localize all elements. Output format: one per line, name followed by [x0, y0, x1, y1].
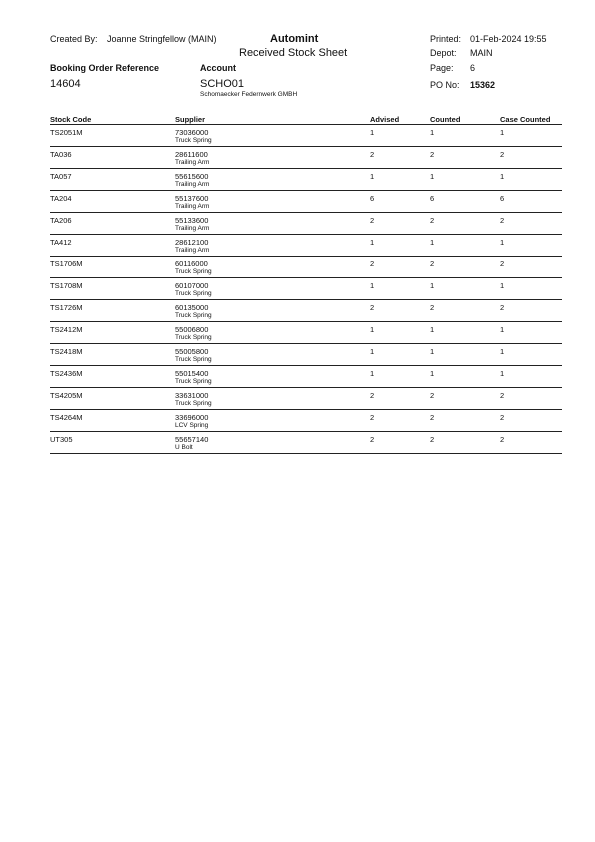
table-row: [50, 410, 562, 432]
advised-cell: 2: [370, 412, 375, 422]
account-label: Account: [200, 63, 236, 73]
stock-code-cell: TS1706M: [50, 259, 83, 269]
supplier-code-cell: 55657140: [175, 434, 209, 444]
counted-cell: 2: [430, 390, 435, 400]
counted-cell: 1: [430, 281, 435, 291]
supplier-code-cell: 55133600: [175, 215, 209, 225]
supplier-code-cell: 33696000: [175, 412, 209, 422]
item-description-cell: Trailing Arm: [175, 224, 210, 232]
stock-code-cell: TA204: [50, 193, 72, 203]
page-value: 6: [470, 63, 476, 73]
case-counted-cell: 2: [500, 259, 505, 269]
counted-cell: 2: [430, 303, 435, 313]
case-counted-cell: 2: [500, 434, 505, 444]
col-header-counted: Counted: [430, 115, 461, 124]
advised-cell: 1: [370, 325, 375, 335]
item-description-cell: Trailing Arm: [175, 158, 210, 166]
case-counted-cell: 1: [500, 237, 505, 247]
created-by-value: Joanne Stringfellow (MAIN): [107, 34, 217, 44]
case-counted-cell: 2: [500, 412, 505, 422]
account-code: SCHO01: [200, 78, 245, 90]
advised-cell: 1: [370, 368, 375, 378]
col-header-stock-code: Stock Code: [50, 115, 92, 124]
advised-cell: 2: [370, 215, 375, 225]
case-counted-cell: 2: [500, 303, 505, 313]
company-name: Automint: [270, 33, 319, 45]
advised-cell: 6: [370, 193, 375, 203]
supplier-code-cell: 28612100: [175, 237, 209, 247]
advised-cell: 1: [370, 347, 375, 356]
stock-code-cell: TS4205M: [50, 390, 83, 400]
supplier-code-cell: 55006800: [175, 325, 209, 335]
case-counted-cell: 6: [500, 193, 505, 203]
po-value: 15362: [470, 80, 496, 90]
case-counted-cell: 1: [500, 368, 505, 378]
case-counted-cell: 2: [500, 149, 505, 159]
advised-cell: 2: [370, 259, 375, 269]
table-row: [50, 278, 562, 300]
table-row: [50, 300, 562, 322]
col-header-supplier: Supplier: [175, 115, 206, 124]
case-counted-cell: 1: [500, 128, 505, 137]
case-counted-cell: 1: [500, 347, 505, 356]
counted-cell: 2: [430, 149, 435, 159]
item-description-cell: Truck Spring: [175, 377, 212, 385]
table-row: [50, 432, 562, 454]
table-row: [50, 125, 562, 147]
item-description-cell: Truck Spring: [175, 312, 212, 320]
case-counted-cell: 1: [500, 281, 505, 291]
table-row: [50, 235, 562, 257]
table-row: [50, 256, 562, 278]
table-row: [50, 191, 562, 213]
advised-cell: 2: [370, 303, 375, 313]
stock-code-cell: TS2412M: [50, 325, 83, 335]
item-description-cell: Trailing Arm: [175, 202, 210, 210]
table-row: [50, 169, 562, 191]
supplier-code-cell: 55015400: [175, 368, 209, 378]
sheet-title: Received Stock Sheet: [239, 47, 348, 59]
account-name: Schomaecker Federnwerk GMBH: [200, 91, 298, 98]
stock-code-cell: TS2436M: [50, 368, 83, 378]
booking-ref-value: 14604: [50, 78, 81, 90]
stock-code-cell: TS2051M: [50, 128, 83, 137]
counted-cell: 2: [430, 259, 435, 269]
supplier-code-cell: 73036000: [175, 128, 209, 137]
case-counted-cell: 2: [500, 390, 505, 400]
advised-cell: 1: [370, 128, 375, 137]
stock-code-cell: TS1708M: [50, 281, 83, 291]
counted-cell: 2: [430, 215, 435, 225]
counted-cell: 1: [430, 128, 435, 137]
item-description-cell: Truck Spring: [175, 399, 212, 407]
depot-label: Depot:: [430, 48, 457, 58]
created-by-label: Created By:: [50, 34, 98, 44]
stock-code-cell: TS1726M: [50, 303, 83, 313]
printed-value: 01-Feb-2024 19:55: [470, 34, 547, 44]
counted-cell: 1: [430, 347, 435, 356]
table-row: [50, 213, 562, 235]
advised-cell: 1: [370, 281, 375, 291]
counted-cell: 1: [430, 237, 435, 247]
stock-code-cell: TA412: [50, 237, 72, 247]
stock-code-cell: TA036: [50, 149, 72, 159]
supplier-code-cell: 55137600: [175, 193, 209, 203]
advised-cell: 2: [370, 434, 375, 444]
table-row: [50, 147, 562, 169]
item-description-cell: Truck Spring: [175, 290, 212, 298]
counted-cell: 1: [430, 171, 435, 181]
stock-code-cell: TA057: [50, 171, 72, 181]
item-description-cell: Trailing Arm: [175, 246, 210, 254]
advised-cell: 1: [370, 237, 375, 247]
item-description-cell: Trailing Arm: [175, 180, 210, 188]
booking-ref-label: Booking Order Reference: [50, 63, 160, 73]
case-counted-cell: 1: [500, 171, 505, 181]
counted-cell: 2: [430, 434, 435, 444]
item-description-cell: Truck Spring: [175, 334, 212, 342]
stock-code-cell: TS4264M: [50, 412, 83, 422]
depot-value: MAIN: [470, 48, 493, 58]
po-label: PO No:: [430, 80, 460, 90]
item-description-cell: Truck Spring: [175, 268, 212, 276]
supplier-code-cell: 60116000: [175, 259, 208, 269]
supplier-code-cell: 55005800: [175, 347, 209, 356]
printed-label: Printed:: [430, 34, 462, 44]
advised-cell: 2: [370, 390, 375, 400]
stock-code-cell: TA206: [50, 215, 72, 225]
table-row: [50, 322, 562, 344]
case-counted-cell: 2: [500, 215, 505, 225]
advised-cell: 2: [370, 149, 375, 159]
page-label: Page:: [430, 63, 454, 73]
item-description-cell: LCV Spring: [175, 421, 209, 429]
supplier-code-cell: 33631000: [175, 390, 209, 400]
stock-code-cell: TS2418M: [50, 347, 83, 356]
table-row: [50, 344, 562, 366]
stock-code-cell: UT305: [50, 434, 73, 444]
table-row: [50, 388, 562, 410]
counted-cell: 2: [430, 412, 435, 422]
counted-cell: 6: [430, 193, 435, 203]
item-description-cell: U Bolt: [175, 443, 193, 451]
counted-cell: 1: [430, 325, 435, 335]
supplier-code-cell: 55615600: [175, 171, 209, 181]
col-header-advised: Advised: [370, 115, 400, 124]
supplier-code-cell: 60135000: [175, 303, 209, 313]
advised-cell: 1: [370, 171, 375, 181]
item-description-cell: Truck Spring: [175, 137, 212, 144]
supplier-code-cell: 60107000: [175, 281, 209, 291]
supplier-code-cell: 28611600: [175, 149, 208, 159]
table-row: [50, 366, 562, 388]
counted-cell: 1: [430, 368, 435, 378]
item-description-cell: Truck Spring: [175, 356, 212, 363]
case-counted-cell: 1: [500, 325, 505, 335]
col-header-case-counted: Case Counted: [500, 115, 551, 124]
